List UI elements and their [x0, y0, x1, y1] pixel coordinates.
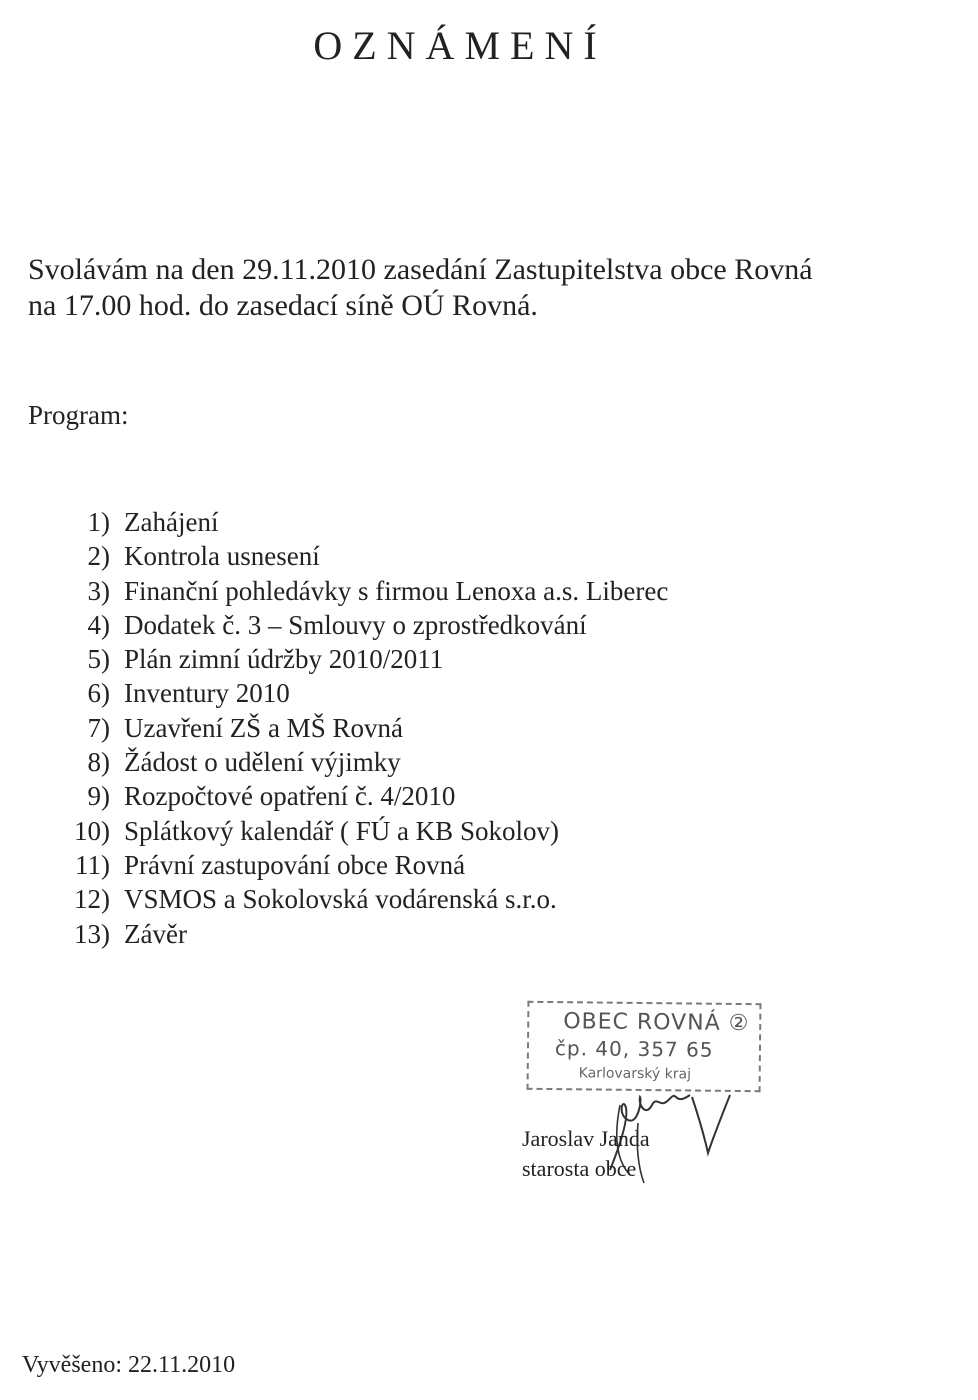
agenda-item-number: 6) — [87, 678, 110, 709]
agenda-item-number: 11) — [75, 849, 110, 880]
agenda-item-text: VSMOS a Sokolovská vodárenská s.r.o. — [124, 884, 557, 915]
agenda-item-text: Rozpočtové opatření č. 4/2010 — [124, 781, 456, 812]
signer-name: Jaroslav Janda — [522, 1126, 650, 1151]
stamp-line-2: čp. 40, 357 65 — [554, 1036, 714, 1062]
agenda-item — [40, 848, 668, 882]
agenda-item-number: 7) — [87, 712, 110, 743]
agenda-item — [40, 745, 668, 779]
program-label: Program: — [28, 400, 129, 430]
agenda-item-number: 13) — [74, 918, 110, 949]
agenda-item — [40, 779, 668, 813]
agenda-item-text: Inventury 2010 — [124, 678, 290, 709]
agenda-item-text: Právní zastupování obce Rovná — [124, 849, 466, 880]
signer-role: starosta obce — [522, 1156, 637, 1181]
agenda-item-number: 8) — [87, 747, 110, 778]
stamp-line-3: Karlovarský kraj — [578, 1065, 692, 1083]
agenda-item — [40, 882, 668, 916]
agenda-item — [40, 814, 668, 848]
agenda-item — [40, 676, 668, 710]
agenda-item-number: 5) — [87, 644, 110, 675]
agenda-item-text: Dodatek č. 3 – Smlouvy o zprostředkování — [124, 609, 587, 640]
agenda-item-text: Závěr — [124, 918, 187, 949]
agenda-list — [40, 505, 668, 951]
agenda-item — [40, 642, 668, 676]
announcement-line-2: na 17.00 hod. do zasedací síně OÚ Rovná. — [28, 289, 538, 322]
document-title: OZNÁMENÍ — [313, 23, 607, 68]
agenda-item-number: 1) — [87, 507, 110, 537]
agenda-item-number: 3) — [87, 575, 110, 606]
agenda-item-text: Zahájení — [124, 507, 219, 537]
agenda-item — [40, 711, 668, 745]
agenda-item — [40, 539, 668, 573]
agenda-item — [40, 505, 668, 539]
agenda-item-text: Plán zimní údržby 2010/2011 — [124, 644, 444, 675]
agenda-item — [40, 574, 668, 608]
stamp-line-1: OBEC ROVNÁ ② — [563, 1009, 750, 1037]
agenda-item-number: 4) — [87, 609, 110, 640]
meeting-announcement — [28, 252, 968, 324]
agenda-item-text: Kontrola usnesení — [124, 541, 320, 572]
agenda-item-text: Žádost o udělení výjimky — [124, 747, 401, 778]
agenda-item-number: 10) — [74, 815, 110, 846]
agenda-item-number: 9) — [87, 781, 110, 812]
posted-date: Vyvěšeno: 22.11.2010 — [22, 1352, 236, 1378]
agenda-item — [40, 608, 668, 642]
agenda-item-text: Finanční pohledávky s firmou Lenoxa a.s. Liberec — [124, 575, 669, 606]
agenda-item-number: 12) — [74, 884, 110, 915]
agenda-item-number: 2) — [87, 541, 110, 572]
agenda-item-text: Splátkový kalendář ( FÚ a KB Sokolov) — [124, 815, 559, 846]
agenda-item — [40, 917, 668, 951]
agenda-item-text: Uzavření ZŠ a MŠ Rovná — [124, 712, 403, 743]
announcement-line-1: Svolávám na den 29.11.2010 zasedání Zastupitelstva obce Rovná — [28, 253, 813, 286]
signer-block — [522, 1124, 650, 1184]
